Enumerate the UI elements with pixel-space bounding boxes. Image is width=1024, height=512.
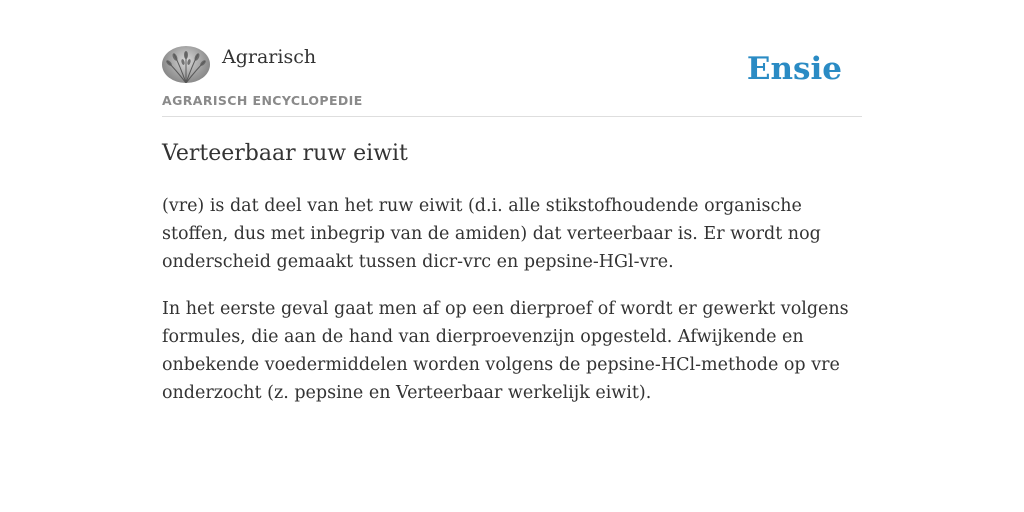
article-title: Verteerbaar ruw eiwit [162,141,408,166]
wheat-icon[interactable] [162,46,210,83]
article-paragraph: (vre) is dat deel van het ruw eiwit (d.i. alle stikstofhoudende organische stoffen, dus met inbegrip van de amiden) dat verteerbaar is. Er wordt nog onderscheid gemaakt tussen dicr-vrc en pepsine-HGl-vre. [162,196,821,272]
article-paragraph: In het eerste geval gaat men af op een dierproef of wordt er gewerkt volgens formules, die aan de hand van dierproevenzijn opgesteld. Afwijkende en onbekende voedermiddelen worden volgens de pepsine-HCl-methode op vre onderzocht (z. pepsine en Verteerbaar werkelijk eiwit). [162,299,849,403]
brand-logo-link[interactable]: Ensie [746,51,842,87]
article-content [162,192,852,426]
header [162,0,862,117]
page [162,0,862,403]
site-subtitle: AGRARISCH ENCYCLOPEDIE [162,93,363,108]
site-name-link[interactable]: Agrarisch [222,46,317,68]
